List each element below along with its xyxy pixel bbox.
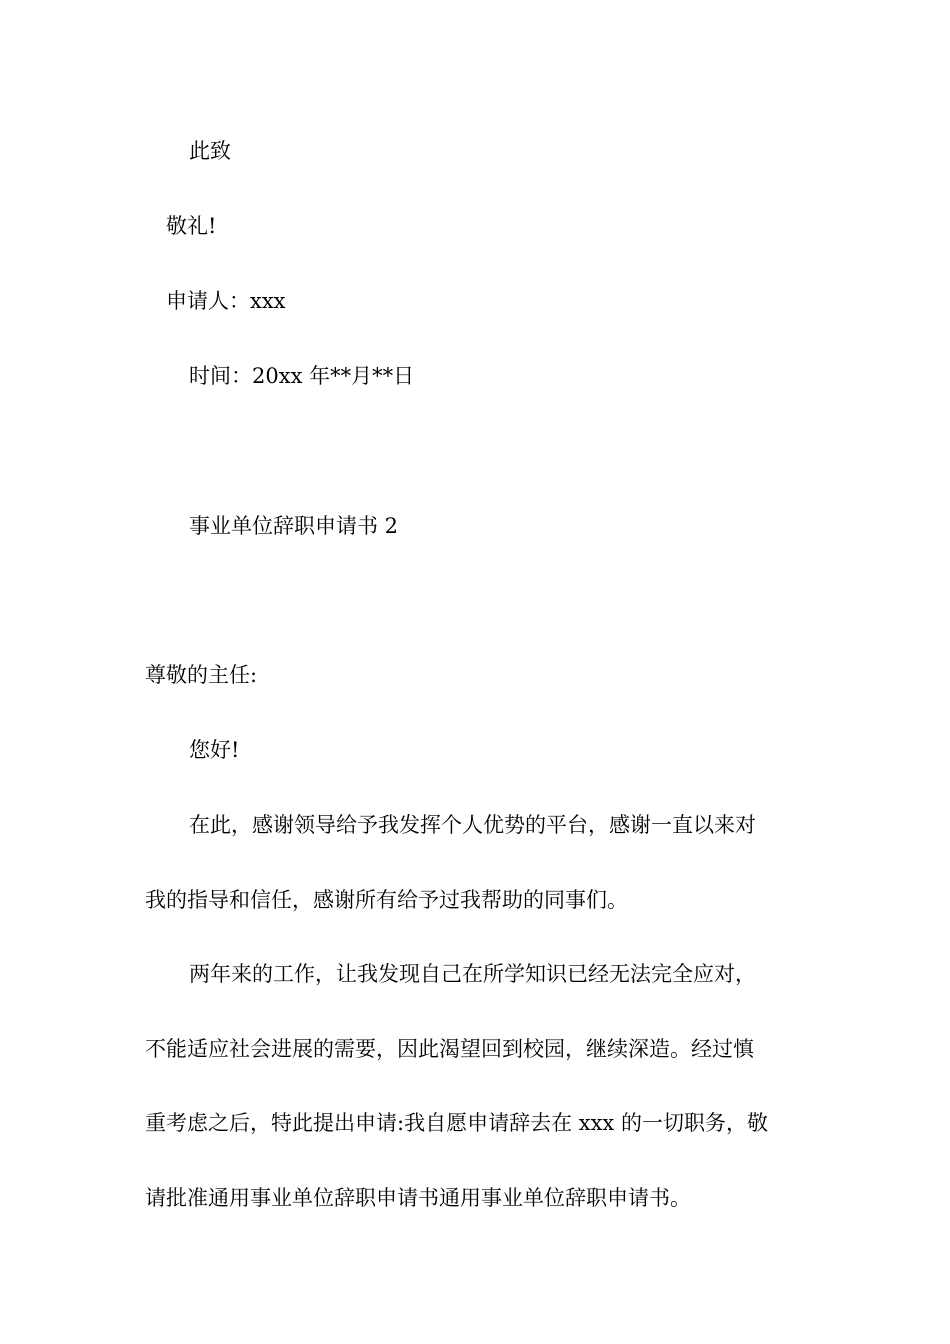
letter-salute: 敬礼! bbox=[166, 214, 217, 238]
applicant-line: 申请人：xxx bbox=[166, 289, 286, 313]
paragraph-1-line: 我的指导和信任，感谢所有给予过我帮助的同事们。 bbox=[145, 888, 628, 912]
paragraph-2-line: 请批准通用事业单位辞职申请书通用事业单位辞职申请书。 bbox=[145, 1186, 691, 1210]
letter-hello: 您好! bbox=[189, 738, 240, 762]
paragraph-2-line: 不能适应社会进展的需要，因此渴望回到校园，继续深造。经过慎 bbox=[145, 1037, 754, 1061]
paragraph-1-line: 在此，感谢领导给予我发挥个人优势的平台，感谢一直以来对 bbox=[189, 813, 756, 837]
section-title: 事业单位辞职申请书 2 bbox=[189, 514, 399, 538]
letter-greeting: 尊敬的主任: bbox=[145, 663, 258, 687]
paragraph-2-line: 重考虑之后，特此提出申请:我自愿申请辞去在 xxx 的一切职务，敬 bbox=[145, 1111, 768, 1135]
letter-closing: 此致 bbox=[189, 139, 231, 163]
paragraph-2-line: 两年来的工作，让我发现自己在所学知识已经无法完全应对， bbox=[189, 962, 756, 986]
date-line: 时间：20xx 年**月**日 bbox=[189, 364, 415, 388]
